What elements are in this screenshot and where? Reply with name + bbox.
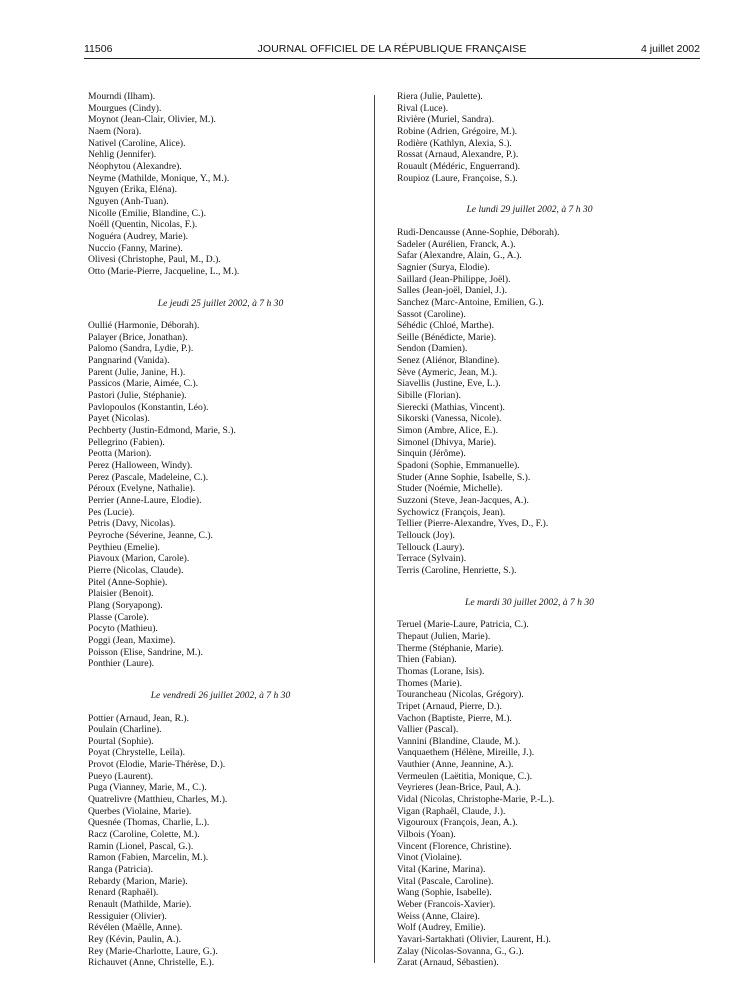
candidate-entry: Sinquin (Jérôme). [397,448,466,460]
session-heading: Le jeudi 25 juillet 2002, à 7 h 30 [157,297,284,309]
candidate-entry: Perez (Halloween, Windy). [88,460,193,472]
candidate-entry: Terris (Caroline, Henriette, S.). [397,564,517,576]
candidate-entry: Pes (Lucie). [88,506,135,518]
candidate-entry: Piavoux (Marion, Carole). [88,553,190,565]
candidate-entry: Pechberty (Justin-Edmond, Marie, S.). [88,425,236,437]
candidate-entry: Quatrelivre (Matthieu, Charles, M.). [88,794,228,806]
candidate-entry: Sadeler (Aurélien, Franck, A.). [397,238,516,250]
candidate-entry: Rey (Kévin, Paulin, A.). [88,933,181,945]
column-divider [374,95,375,963]
candidate-entry: Safar (Alexandre, Alain, G., A.). [397,250,522,262]
candidate-entry: Noëll (Quentin, Nicolas, F.). [88,219,198,231]
candidate-entry: Sikorski (Vanessa, Nicole). [397,413,502,425]
candidate-entry: Nuccio (Fanny, Marine). [88,242,183,254]
candidate-entry: Pangnarind (Vanida). [88,355,170,367]
session-heading: Le mardi 30 juillet 2002, à 7 h 30 [465,596,594,608]
header-rule [84,58,700,59]
candidate-entry: Sève (Aymeric, Jean, M.). [397,366,498,378]
candidate-entry: Wolf (Audrey, Emilie). [397,922,486,934]
candidate-entry: Vauthier (Anne, Jeannine, A.). [397,759,514,771]
candidate-entry: Oullié (Harmonie, Déborah). [88,320,200,332]
candidate-entry: Vinot (Violaine). [397,852,462,864]
candidate-entry: Weiss (Anne, Claire). [397,910,480,922]
candidate-entry: Poulain (Charline). [88,724,162,736]
candidate-entry: Sendon (Damien). [397,343,468,355]
candidate-entry: Peyroche (Séverine, Jeanne, C.). [88,529,213,541]
candidate-entry: Spadoni (Sophie, Emmanuelle). [397,460,520,472]
candidate-entry: Péroux (Evelyne, Nathalie). [88,483,196,495]
candidate-entry: Payet (Nicolas). [88,413,150,425]
candidate-entry: Seille (Bénédicte, Marie). [397,331,497,343]
candidate-entry: Thomes (Marie). [397,677,463,689]
candidate-entry: Pottier (Arnaud, Jean, R.). [88,712,189,724]
candidate-entry: Moynot (Jean-Clair, Olivier, M.). [88,114,216,126]
candidate-entry: Plaisier (Benoit). [88,588,154,600]
candidate-entry: Nicolle (Emilie, Blandine, C.). [88,207,207,219]
candidate-entry: Yavari-Sartakhati (Olivier, Laurent, H.). [397,933,551,945]
right-column [397,91,662,969]
candidate-entry: Peythieu (Emelie). [88,541,160,553]
page-number: 11506 [84,43,113,55]
candidate-entry: Ranga (Patricia). [88,864,153,876]
candidate-entry: Pierre (Nicolas, Claude). [88,564,184,576]
candidate-entry: Thepaut (Julien, Marie). [397,630,491,642]
candidate-entry: Suzzoni (Steve, Jean-Jacques, A.). [397,495,529,506]
candidate-entry: Rebardy (Marion, Marie). [88,875,188,887]
candidate-entry: Siavellis (Justine, Eve, L.). [397,378,501,390]
candidate-entry: Vincent (Florence, Christine). [397,840,512,852]
candidate-entry: Pourtal (Sophie). [88,735,154,747]
candidate-entry: Zalay (Nicolas-Sovanna, G., G.). [397,945,524,957]
candidate-entry: Nguyen (Erika, Eléna). [88,184,177,196]
candidate-entry: Rivière (Muriel, Sandra). [397,114,494,126]
candidate-entry: Vital (Karine, Marina). [397,864,486,876]
candidate-entry: Poisson (Elise, Sandrine, M.). [88,646,203,658]
candidate-entry: Vidal (Nicolas, Christophe-Marie, P.-L.). [397,794,555,806]
candidate-entry: Vigouroux (François, Jean, A.). [397,817,518,829]
candidate-entry: Petris (Davy, Nicolas). [88,518,176,530]
candidate-entry: Révélen (Maëlle, Anne). [88,922,183,934]
candidate-entry: Poggi (Jean, Maxime). [88,634,176,646]
candidate-entry: Perrier (Anne-Laure, Elodie). [88,495,202,506]
candidate-entry: Pueyo (Laurent). [88,770,154,782]
candidate-entry: Sibille (Florian). [397,390,461,402]
candidate-entry: Vital (Pascale, Caroline). [397,875,494,887]
candidate-entry: Salles (Jean-joël, Daniel, J.). [397,285,508,297]
candidate-entry: Palomo (Sandra, Lydie, P.). [88,343,194,355]
candidate-entry: Sanchez (Marc-Antoine, Emilien, G.). [397,296,544,308]
candidate-entry: Naem (Nora). [88,125,142,137]
candidate-entry: Simon (Ambre, Alice, E.). [397,425,498,437]
candidate-entry: Passicos (Marie, Aimée, C.). [88,378,199,390]
candidate-entry: Simonel (Dhivya, Marie). [397,436,497,448]
candidate-entry: Rossat (Arnaud, Alexandre, P.). [397,149,519,161]
candidate-entry: Robine (Adrien, Grégoire, M.). [397,125,518,137]
candidate-entry: Vanquaethem (Hélène, Mireille, J.). [397,747,535,759]
candidate-entry: Thomas (Lorane, Isis). [397,665,485,677]
candidate-entry: Ramon (Fabien, Marcelin, M.). [88,852,209,864]
candidate-entry: Pitel (Anne-Sophie). [88,576,168,588]
candidate-entry: Racz (Caroline, Colette, M.). [88,829,200,841]
candidate-entry: Renard (Raphaël). [88,887,159,899]
candidate-entry: Querbes (Violaine, Marie). [88,805,192,817]
candidate-entry: Rey (Marie-Charlotte, Laure, G.). [88,945,218,957]
candidate-entry: Rodière (Kathlyn, Alexia, S.). [397,137,512,149]
candidate-entry: Weber (Francois-Xavier). [397,899,496,910]
candidate-entry: Otto (Marie-Pierre, Jacqueline, L., M.). [88,265,240,277]
candidate-entry: Studer (Noémie, Michelle). [397,483,503,495]
candidate-entry: Tellouck (Joy). [397,529,455,541]
candidate-entry: Pavlopoulos (Konstantin, Léo). [88,401,209,413]
candidate-entry: Nehlig (Jennifer). [88,149,157,161]
candidate-entry: Néophytou (Alexandre). [88,160,182,172]
candidate-entry: Sassot (Caroline). [397,308,466,320]
candidate-entry: Mourgues (Cindy). [88,102,162,114]
candidate-entry: Olivesi (Christophe, Paul, M., D.). [88,254,221,266]
candidate-entry: Wang (Sophie, Isabelle). [397,887,492,899]
candidate-entry: Rouault (Médéric, Enguerrand). [397,160,521,172]
candidate-entry: Tourancheau (Nicolas, Grégory). [397,689,524,701]
left-column [88,91,353,969]
candidate-entry: Zarat (Arnaud, Sébastien). [397,957,499,969]
candidate-entry: Tripet (Arnaud, Pierre, D.). [397,700,502,712]
candidate-entry: Provot (Elodie, Marie-Thérèse, D.). [88,759,226,771]
candidate-entry: Vermeulen (Laëtitia, Monique, C.). [397,770,533,782]
candidate-entry: Studer (Anne Sophie, Isabelle, S.). [397,471,531,483]
candidate-entry: Ramin (Lionel, Pascal, G.). [88,840,194,852]
candidate-entry: Tellier (Pierre-Alexandre, Yves, D., F.). [397,518,549,530]
candidate-entry: Palayer (Brice, Jonathan). [88,331,188,343]
candidate-entry: Sierecki (Mathias, Vincent). [397,401,505,413]
candidate-entry: Vannini (Blandine, Claude, M.). [397,735,521,747]
candidate-entry: Plasse (Carole). [88,611,149,623]
issue-date: 4 juillet 2002 [641,43,700,55]
candidate-entry: Sychowicz (François, Jean). [397,506,506,518]
session-heading: Le vendredi 26 juillet 2002, à 7 h 30 [150,689,291,701]
candidate-entry: Rudi-Dencausse (Anne-Sophie, Déborah). [397,226,560,238]
session-heading: Le lundi 29 juillet 2002, à 7 h 30 [466,204,593,216]
candidate-entry: Vigan (Raphaël, Claude, J.). [397,805,506,817]
candidate-entry: Veyrieres (Jean-Brice, Paul, A.). [397,782,521,794]
candidate-entry: Teruel (Marie-Laure, Patricia, C.). [397,619,529,631]
candidate-entry: Vallier (Pascal). [397,724,459,736]
candidate-entry: Pocyto (Mathieu). [88,623,158,635]
candidate-entry: Noguéra (Audrey, Marie). [88,230,189,242]
candidate-entry: Mourndi (Ilham). [88,91,156,102]
candidate-entry: Neyme (Mathilde, Monique, Y., M.). [88,172,230,184]
candidate-entry: Rival (Luce). [397,102,449,114]
candidate-entry: Ponthier (Laure). [88,658,155,670]
candidate-entry: Vilbois (Yoan). [397,829,456,841]
candidate-entry: Séhédic (Chloé, Marthe). [397,320,494,332]
candidate-entry: Roupioz (Laure, Françoise, S.). [397,172,518,184]
candidate-entry: Perez (Pascale, Madeleine, C.). [88,471,209,483]
candidate-entry: Quesnée (Thomas, Charlie, L.). [88,817,210,829]
candidate-entry: Terrace (Sylvain). [397,553,467,565]
page-header [84,43,700,57]
candidate-entry: Plang (Soryapong). [88,599,163,611]
candidate-entry: Riera (Julie, Paulette). [397,91,483,102]
candidate-entry: Pellegrino (Fabien). [88,436,165,448]
candidate-entry: Thien (Fabian). [397,654,457,666]
candidate-entry: Nativel (Caroline, Alice). [88,137,186,149]
candidate-entry: Nguyen (Anh-Tuan). [88,195,169,207]
candidate-entry: Parent (Julie, Janine, H.). [88,366,186,378]
candidate-entry: Tellouck (Laury). [397,541,465,553]
journal-title: JOURNAL OFFICIEL DE LA RÉPUBLIQUE FRANÇAISE [257,43,527,55]
candidate-entry: Pastori (Julie, Stéphanie). [88,390,187,402]
candidate-entry: Therme (Stéphanie, Marie). [397,642,504,654]
candidate-entry: Senez (Aliénor, Blandine). [397,355,500,367]
candidate-entry: Ressiguier (Olivier). [88,910,167,922]
candidate-entry: Saillard (Jean-Philippe, Joël). [397,273,511,285]
candidate-entry: Peotta (Marion). [88,448,152,460]
candidate-entry: Renault (Mathilde, Marie). [88,899,192,910]
candidate-entry: Poyat (Chrystelle, Leïla). [88,747,185,759]
candidate-entry: Vachon (Baptiste, Pierre, M.). [397,712,512,724]
candidate-entry: Richauvet (Anne, Christelle, E.). [88,957,215,969]
candidate-entry: Puga (Vianney, Marie, M., C.). [88,782,207,794]
candidate-entry: Sagnier (Surya, Elodie). [397,261,490,273]
